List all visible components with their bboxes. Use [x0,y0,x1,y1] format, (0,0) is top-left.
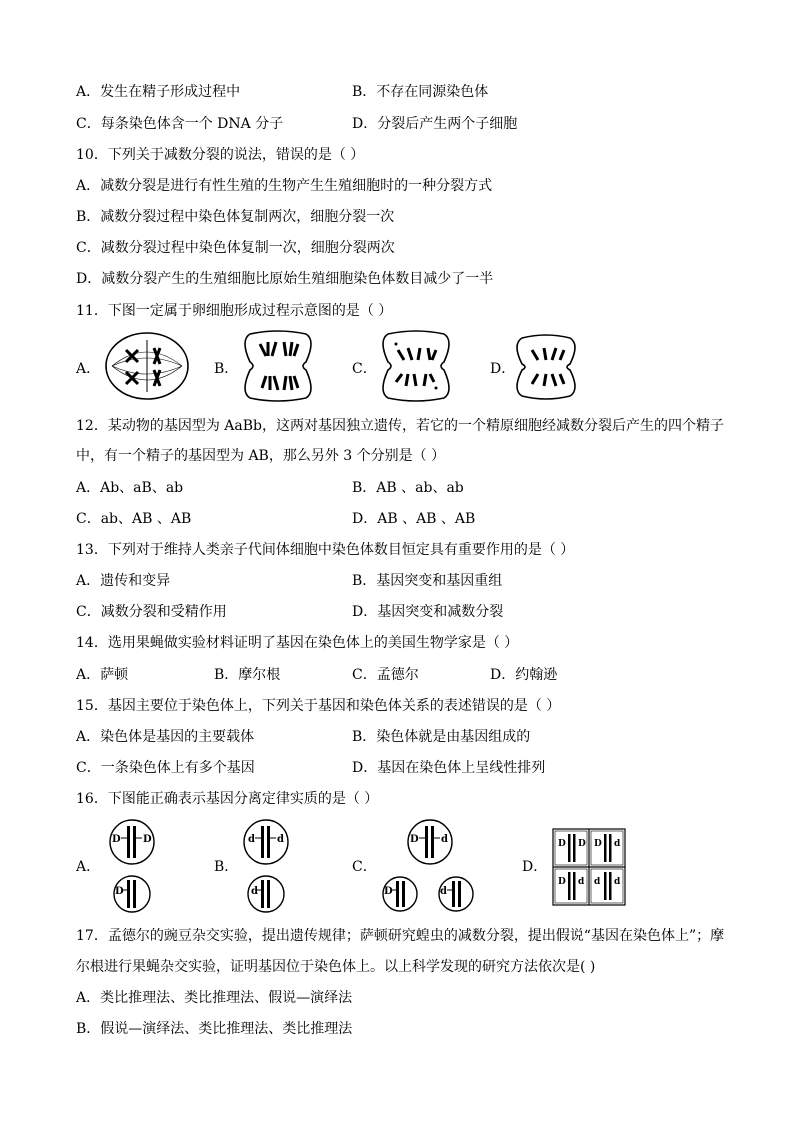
gene-label: D [594,839,602,849]
q14-stem: 14．选用果蝇做实验材料证明了基因在染色体上的美国生物学家是（ ） [76,635,519,651]
gene-label: D [384,886,393,897]
gene-label: D [115,886,124,897]
q16-label-a: A． [76,859,101,875]
q10-option-d: D．减数分裂产生的生殖细胞比原始生殖细胞染色体数目减少了一半 [76,271,494,287]
q14-option-b: B．摩尔根 [214,667,281,683]
q12-option-d: D．AB 、AB 、AB [352,511,476,527]
gene-label: D [558,839,566,849]
q11-label-c: C． [352,361,377,377]
q14-option-c: C．孟德尔 [352,667,419,683]
gene-label: d [441,834,448,845]
gene-label: d [594,877,601,887]
q13-stem: 13．下列对于维持人类亲子代间体细胞中染色体数目恒定具有重要作用的是（ ） [76,542,575,558]
q13-option-d: D．基因突变和减数分裂 [352,604,504,620]
gene-label: D [578,839,586,849]
q10-option-a: A．减数分裂是进行有性生殖的生物产生生殖细胞时的一种分裂方式 [76,178,493,194]
q11-cell-b [240,330,316,402]
q11-label-b: B． [214,361,239,377]
q16-label-c: C． [352,859,377,875]
gene-label: d [248,834,255,845]
q14-option-d: D．约翰逊 [490,667,558,683]
q12-stem-line2: 中，有一个精子的基因型为 AB，那么另外 3 个分别是（ ） [76,448,446,464]
q9-option-d: D．分裂后产生两个子细胞 [352,116,518,132]
q11-cell-d [512,334,580,400]
q12-option-b: B．AB 、ab、ab [352,480,464,496]
q13-option-a: A．遗传和变异 [76,573,171,589]
gene-label: D [410,834,419,845]
gene-label: d [578,877,585,887]
q15-option-a: A．染色体是基因的主要载体 [76,729,255,745]
gene-label: d [277,834,284,845]
q17-stem-line2: 尔根进行果蝇杂交实验，证明基因位于染色体上。以上科学发现的研究方法依次是( ) [76,959,596,975]
q11-label-a: A． [76,361,101,377]
q12-option-a: A．Ab、aB、ab [76,480,184,496]
q11-cell-a [104,330,190,402]
q9-option-b: B．不存在同源染色体 [352,84,489,100]
q10-option-c: C．减数分裂过程中染色体复制一次，细胞分裂两次 [76,240,395,256]
gene-label: d [614,877,621,887]
q10-stem: 10．下列关于减数分裂的说法，错误的是（ ） [76,147,365,163]
q16-figure-b [238,818,294,916]
q16-label-b: B． [214,859,239,875]
q11-stem: 11．下图一定属于卵细胞形成过程示意图的是（ ） [76,303,393,319]
q16-figure-c [382,818,478,916]
gene-label: D [558,877,566,887]
q13-option-b: B．基因突变和基因重组 [352,573,503,589]
q16-figure-a [104,818,160,916]
q13-option-c: C．减数分裂和受精作用 [76,604,227,620]
gene-label: D [112,834,121,845]
q12-stem-line1: 12．某动物的基因型为 AaBb，这两对基因独立遗传，若它的一个精原细胞经减数分裂后产生的四个精子 [76,418,724,434]
q14-option-a: A．萨顿 [76,667,129,683]
q17-option-a: A．类比推理法、类比推理法、假说—演绎法 [76,990,353,1006]
gene-label: D [143,834,152,845]
q15-option-d: D．基因在染色体上呈线性排列 [352,760,546,776]
gene-label: d [440,886,447,897]
q15-option-c: C．一条染色体上有多个基因 [76,760,255,776]
q16-label-d: D． [522,859,548,875]
q17-stem-line1: 17．孟德尔的豌豆杂交实验，提出遗传规律；萨顿研究蝗虫的减数分裂，提出假说“基因在染色体上”；摩 [76,928,725,944]
q16-figure-d [552,828,626,906]
gene-label: d [251,886,258,897]
q11-label-d: D． [490,361,516,377]
q9-option-c: C．每条染色体含一个 DNA 分子 [76,116,284,132]
q11-cell-c [378,330,454,402]
q15-option-b: B．染色体就是由基因组成的 [352,729,531,745]
q15-stem: 15．基因主要位于染色体上，下列关于基因和染色体关系的表述错误的是（ ） [76,698,561,714]
q17-option-b: B．假说—演绎法、类比推理法、类比推理法 [76,1021,353,1037]
q9-option-a: A．发生在精子形成过程中 [76,84,241,100]
gene-label: d [614,839,621,849]
q10-option-b: B．减数分裂过程中染色体复制两次，细胞分裂一次 [76,209,395,225]
q16-stem: 16．下图能正确表示基因分离定律实质的是（ ） [76,791,379,807]
q12-option-c: C．ab、AB 、AB [76,511,192,527]
